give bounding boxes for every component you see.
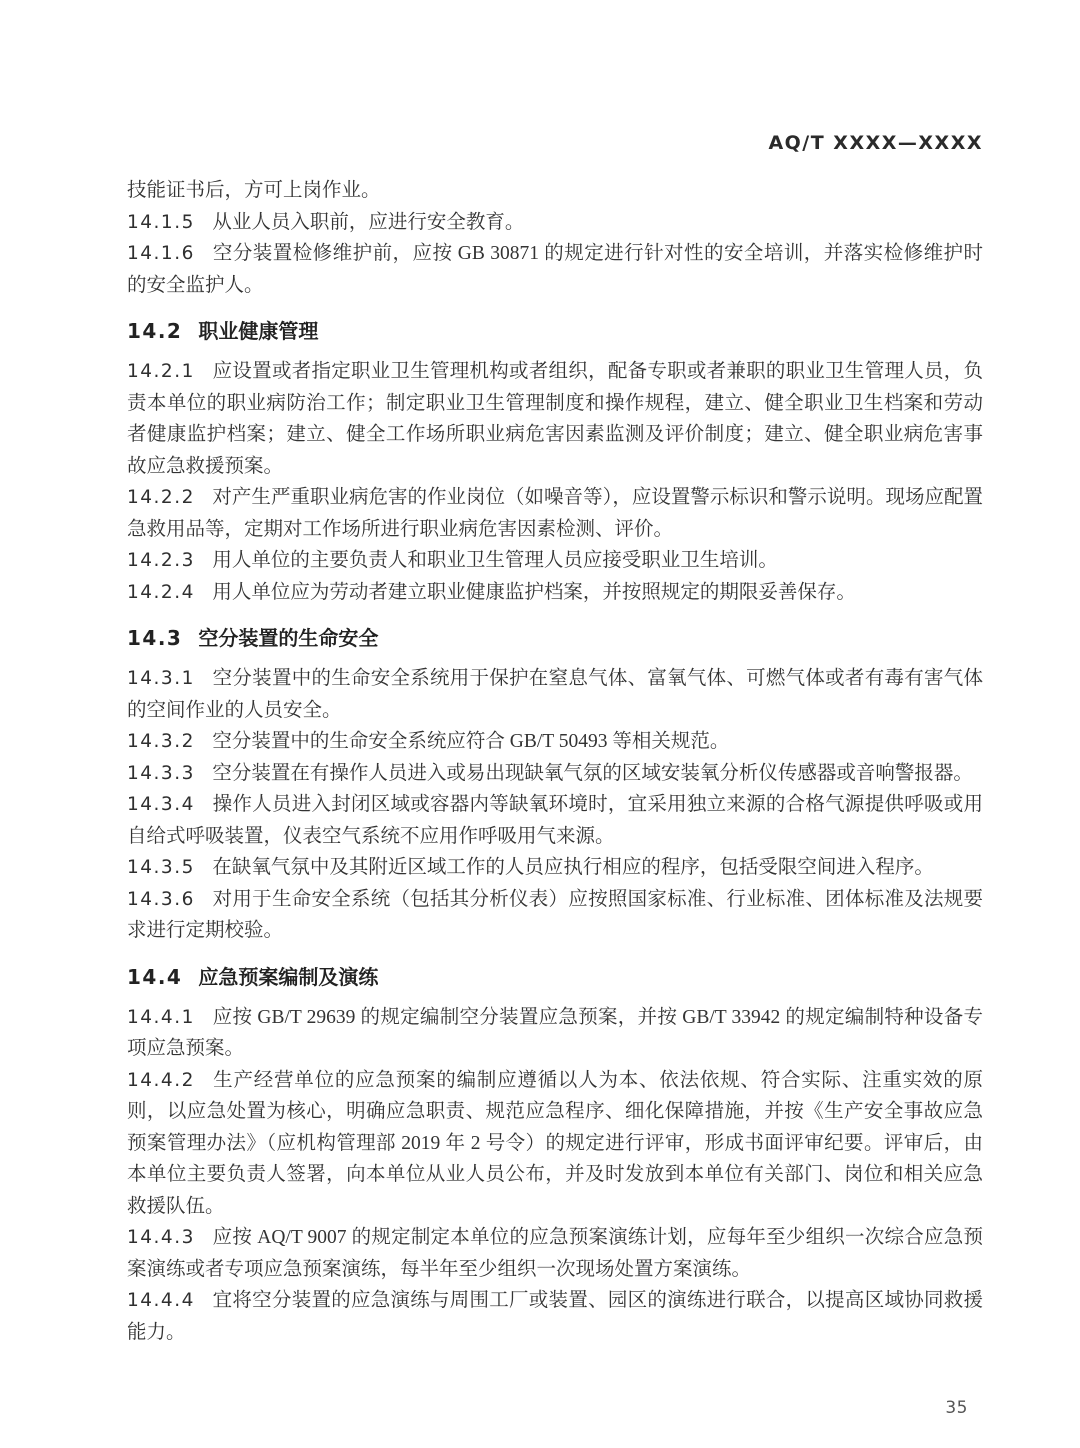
section-heading-14-2 [127, 315, 983, 347]
section-number: 14.3 [127, 626, 183, 650]
clause-14-1-5 [127, 207, 983, 239]
clause-text: 对用于生命安全系统（包括其分析仪表）应按照国家标准、行业标准、团体标准及法规要求进行定期校验。 [127, 888, 983, 941]
clause-text: 从业人员入职前，应进行安全教育。 [212, 211, 525, 233]
clause-number: 14.3.2 [127, 731, 195, 752]
clause-text: 空分装置在有操作人员进入或易出现缺氧气氛的区域安装氧分析仪传感器或音响警报器。 [212, 762, 973, 784]
section-title: 应急预案编制及演练 [198, 964, 379, 989]
clause-14-2-3 [127, 545, 983, 577]
page-number: 35 [945, 1398, 968, 1418]
clause-14-3-5 [127, 852, 983, 884]
clause-14-2-1 [127, 356, 983, 482]
section-title: 空分装置的生命安全 [198, 626, 379, 650]
clause-number: 14.3.6 [127, 888, 195, 910]
clause-number: 14.3.4 [127, 794, 195, 815]
clause-text: 宜将空分装置的应急演练与周围工厂或装置、园区的演练进行联合，以提高区域协同救援能力。 [127, 1290, 983, 1343]
clause-text: 操作人员进入封闭区域或容器内等缺氧环境时，宜采用独立来源的合格气源提供呼吸或用自给式呼吸装置，仪表空气系统不应用作呼吸用气来源。 [127, 794, 983, 847]
clause-text: 用人单位的主要负责人和职业卫生管理人员应接受职业卫生培训。 [212, 550, 778, 571]
clause-14-4-3 [127, 1222, 983, 1285]
clause-14-4-4 [127, 1285, 983, 1348]
page-content [127, 131, 983, 1348]
section-number: 14.4 [127, 964, 183, 989]
clause-14-3-2 [127, 726, 983, 758]
clause-text: 应按 AQ/T 9007 的规定制定本单位的应急预案演练计划，应每年至少组织一次综合应急预案演练或者专项应急预案演练，每半年至少组织一次现场处置方案演练。 [127, 1227, 983, 1280]
clause-number: 14.2.2 [127, 487, 195, 508]
clause-number: 14.2.3 [127, 550, 195, 571]
clause-14-2-2 [127, 482, 983, 545]
clause-14-3-4 [127, 789, 983, 852]
clause-text: 用人单位应为劳动者建立职业健康监护档案，并按照规定的期限妥善保存。 [212, 581, 856, 603]
clause-14-1-6 [127, 238, 983, 301]
paragraph-continuation: 技能证书后，方可上岗作业。 [127, 180, 381, 201]
clause-14-3-1 [127, 663, 983, 726]
clause-number: 14.3.3 [127, 762, 195, 784]
clause-text: 应设置或者指定职业卫生管理机构或者组织，配备专职或者兼职的职业卫生管理人员，负责本单位的职业病防治工作；制定职业卫生管理制度和操作规程，建立、健全职业卫生档案和劳动者健康监护档案；建立、健全工作场所职业病危害因素监测及评价制度；建立、健全职业病危害事故应急救援预案。 [127, 361, 983, 477]
clause-14-2-4 [127, 577, 983, 609]
clause-number: 14.4.2 [127, 1069, 195, 1091]
section-title: 职业健康管理 [198, 319, 319, 343]
clause-text: 在缺氧气氛中及其附近区域工作的人员应执行相应的程序，包括受限空间进入程序。 [212, 857, 934, 878]
clause-number: 14.3.1 [127, 668, 195, 689]
clause-number: 14.4.4 [127, 1290, 195, 1311]
clause-number: 14.3.5 [127, 857, 195, 878]
clause-14-4-2 [127, 1065, 983, 1223]
clause-text: 空分装置中的生命安全系统用于保护在窒息气体、富氧气体、可燃气体或者有毒有害气体的空间作业的人员安全。 [127, 668, 983, 721]
clause-number: 14.2.4 [127, 581, 195, 603]
clause-number: 14.1.5 [127, 211, 195, 233]
clause-14-3-3 [127, 758, 983, 790]
clause-number: 14.4.3 [127, 1227, 195, 1248]
clause-14-4-1 [127, 1002, 983, 1065]
clause-text: 生产经营单位的应急预案的编制应遵循以人为本、依法依规、符合实际、注重实效的原则，以应急处置为核心，明确应急职责、规范应急程序、细化保障措施，并按《生产安全事故应急预案管理办法》（应机构管理部 2019 年 2 号令）的规定进行评审，形成书面评审纪要。评审后，由本单位主要负责人签署，向本单位从业人员公布，并及时发放到本单位有关部门、岗位和相关应急救援队伍。 [127, 1069, 983, 1217]
clause-text: 应按 GB/T 29639 的规定编制空分装置应急预案，并按 GB/T 33942 的规定编制特种设备专项应急预案。 [127, 1006, 983, 1059]
clause-text: 空分装置检修维护前，应按 GB 30871 的规定进行针对性的安全培训，并落实检修维护时的安全监护人。 [127, 243, 983, 296]
clause-text: 空分装置中的生命安全系统应符合 GB/T 50493 等相关规范。 [212, 731, 730, 752]
clause-number: 14.4.1 [127, 1006, 195, 1028]
clause-number: 14.2.1 [127, 361, 195, 382]
section-heading-14-4 [127, 961, 983, 993]
clause-14-3-6 [127, 884, 983, 947]
standard-code-header: AQ/T XXXX—XXXX [768, 132, 983, 154]
section-number: 14.2 [127, 319, 183, 343]
clause-text: 对产生严重职业病危害的作业岗位（如噪音等），应设置警示标识和警示说明。现场应配置急救用品等，定期对工作场所进行职业病危害因素检测、评价。 [127, 487, 983, 540]
clause-number: 14.1.6 [127, 243, 195, 264]
section-heading-14-3 [127, 622, 983, 654]
